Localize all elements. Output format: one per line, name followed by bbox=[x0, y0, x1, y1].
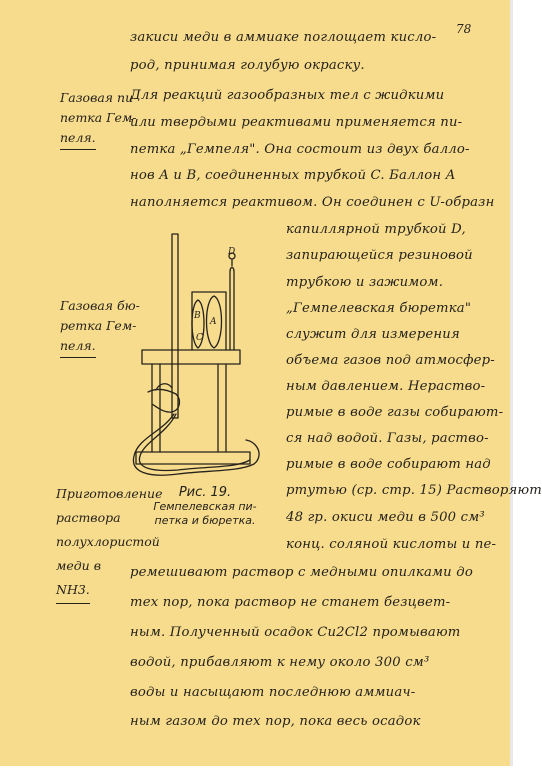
figure-letter-a: A bbox=[210, 317, 217, 327]
body-line: ртутью (ср. стр. 15) Растворяют bbox=[286, 483, 542, 498]
body-line: римые в воде газы собирают- bbox=[286, 405, 504, 420]
margin-note-line: пеля. bbox=[60, 336, 96, 358]
body-line: ным газом до тех пор, пока весь осадок bbox=[130, 714, 421, 729]
body-line: воды и насыщают последнюю аммиач- bbox=[130, 685, 416, 700]
page-number: 78 bbox=[456, 22, 472, 36]
figure-letter-d: D bbox=[228, 247, 236, 257]
figure-label: Рис. 19. bbox=[178, 485, 232, 500]
stand-shelf bbox=[142, 350, 240, 364]
body-line: трубкою и зажимом. bbox=[286, 275, 444, 290]
caption-line: Гемпелевская пи- bbox=[153, 500, 257, 513]
burette-tube bbox=[172, 234, 178, 418]
body-line: 48 гр. окиси меди в 500 см³ bbox=[286, 510, 485, 525]
margin-note-line: полухлористой bbox=[56, 534, 160, 549]
margin-note-gas-pipette bbox=[60, 88, 137, 150]
margin-note-line: ретка Гем- bbox=[60, 318, 137, 333]
body-line: „Гемпелевская бюретка" bbox=[286, 301, 472, 316]
body-line: ся над водой. Газы, раство- bbox=[286, 431, 489, 446]
body-line: закиси меди в аммиаке поглощает кисло- bbox=[130, 30, 437, 45]
margin-note-line: Приготовление bbox=[56, 486, 163, 501]
margin-note-line: Газовая пи- bbox=[60, 90, 138, 105]
body-line: римые в воде собирают над bbox=[286, 457, 491, 472]
body-line: нов A и B, соединенных трубкой C. Баллон A bbox=[130, 168, 456, 183]
body-line: водой, прибавляют к нему около 300 см³ bbox=[130, 655, 430, 670]
body-line: тех пор, пока раствор не станет безцвет- bbox=[130, 595, 451, 610]
figure-letter-c: C bbox=[196, 333, 203, 343]
body-line: ремешивают раствор с медными опилками до bbox=[130, 565, 473, 580]
body-line: запирающейся резиновой bbox=[286, 248, 473, 263]
body-line: конц. соляной кислоты и пе- bbox=[286, 537, 497, 552]
body-line: петка „Гемпеля". Она состоит из двух балло- bbox=[130, 142, 470, 157]
body-line: Для реакций газообразных тел с жидкими bbox=[130, 88, 445, 103]
margin-note-line: петка Гем- bbox=[60, 110, 137, 125]
figure-letter-b: B bbox=[194, 311, 201, 321]
body-line: ным. Полученный осадок Cu2Cl2 промывают bbox=[130, 625, 461, 640]
margin-note-line: меди в bbox=[56, 558, 101, 573]
margin-note-line: раствора bbox=[56, 510, 121, 525]
stand-base bbox=[136, 452, 250, 464]
body-line: или твердыми реактивами применяется пи- bbox=[130, 115, 463, 130]
hand-sketch bbox=[148, 389, 179, 412]
body-line: служит для измерения bbox=[286, 327, 460, 342]
body-line: ным давлением. Нераство- bbox=[286, 379, 486, 394]
figure-caption bbox=[140, 486, 270, 528]
margin-note-line: NH3. bbox=[56, 578, 90, 604]
body-line: наполняется реактивом. Он соединен с U-образн bbox=[130, 195, 495, 210]
body-line: род, принимая голубую окраску. bbox=[130, 58, 365, 73]
margin-note-line: пеля. bbox=[60, 128, 96, 150]
margin-note-line: Газовая бю- bbox=[60, 298, 140, 313]
capillary-d bbox=[230, 268, 234, 351]
body-line: капиллярной трубкой D, bbox=[286, 222, 466, 237]
caption-line: петка и бюретка. bbox=[154, 514, 256, 527]
body-line: объема газов под атмосфер- bbox=[286, 353, 495, 368]
